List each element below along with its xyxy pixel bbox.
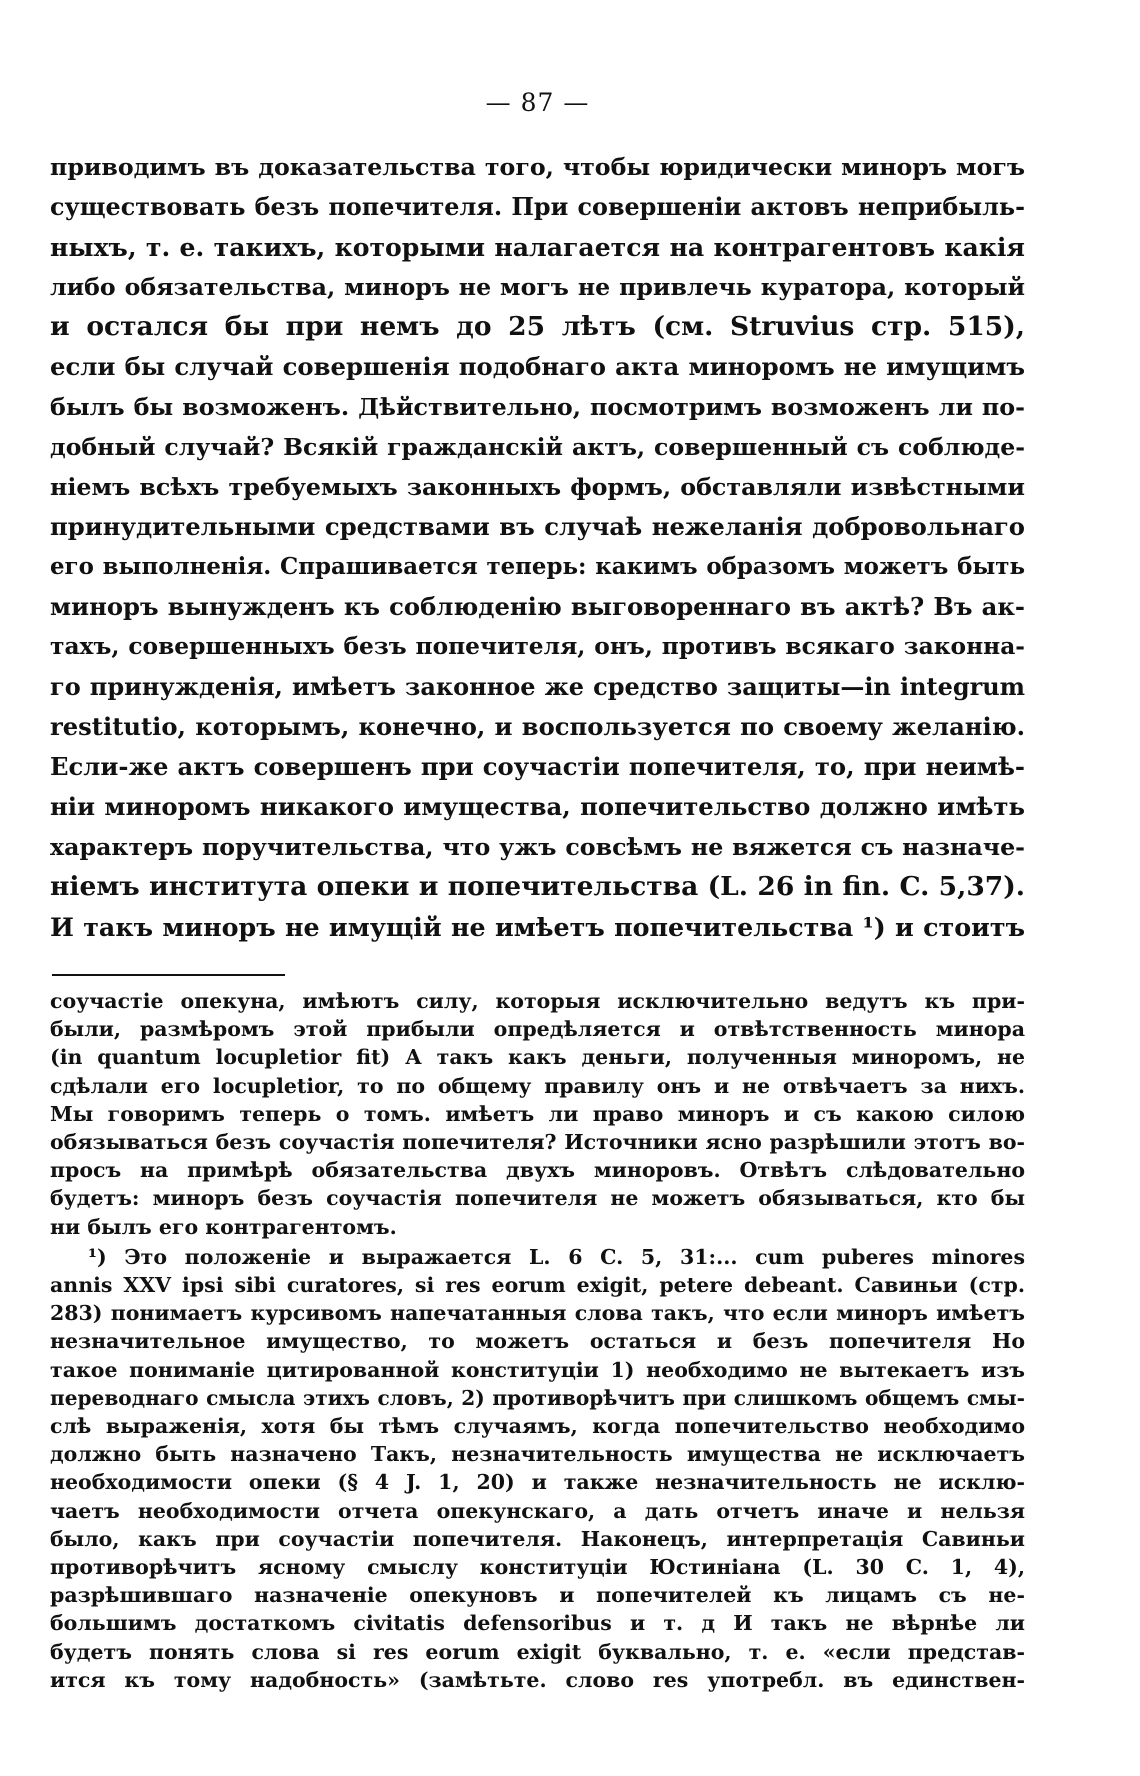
main-body-text — [50, 147, 1025, 947]
footnote-line: противорѣчитъ ясному смыслу конституціи Юстиніана (L. 30 C. 1, 4), — [50, 1555, 1025, 1580]
body-line: миноръ вынужденъ къ соблюденію выговореннаго въ актѣ? Въ ак- — [50, 592, 1025, 621]
body-line: если бы случай совершенія подобнаго акта миноромъ не имущимъ — [50, 352, 1025, 381]
footnote-line: было, какъ при соучастіи попечителя. Наконецъ, интерпретація Савиньи — [50, 1526, 1025, 1551]
footnote-line: необходимости опеки (§ 4 J. 1, 20) и также незначительность не исклю- — [50, 1470, 1025, 1495]
body-line: тахъ, совершенныхъ безъ попечителя, онъ, противъ всякаго законна- — [50, 633, 1025, 660]
body-line: Если-же актъ совершенъ при соучастіи попечителя, то, при неимѣ- — [50, 752, 1025, 781]
body-line: принудительными средствами въ случаѣ нежеланія добровольнаго — [50, 512, 1025, 541]
footnote-line: соучастіе опекуна, имѣютъ силу, которыя исключительно ведутъ къ при- — [50, 989, 1025, 1013]
footnote-line: слѣ выраженія, хотя бы тѣмъ случаямъ, когда попечительство необходимо — [50, 1414, 1025, 1439]
footnote-line: annis XXV ipsi sibi curatores, si res eorum exigit, petere debeant. Савиньи (стр. — [50, 1273, 1025, 1298]
body-line: былъ бы возможенъ. Дѣйствительно, посмотримъ возможенъ ли по- — [50, 393, 1025, 421]
body-line: его выполненія. Спрашивается теперь: какимъ образомъ можетъ быть — [50, 554, 1025, 580]
footnote-line: были, размѣромъ этой прибыли опредѣляется и отвѣтственность минора — [50, 1017, 1025, 1042]
footnote-line: разрѣшившаго назначеніе опекуновъ и попечителей къ лицамъ съ не- — [50, 1583, 1025, 1608]
body-line: приводимъ въ доказательства того, чтобы юридически миноръ могъ — [50, 153, 1025, 181]
footnote-divider — [52, 974, 285, 976]
footnote-line: будетъ понять слова si res eorum exigit буквально, т. е. «если представ- — [50, 1639, 1025, 1664]
body-line: либо обязательства, миноръ не могъ не привлечь куратора, который — [50, 273, 1025, 301]
body-line: restitutio, которымъ, конечно, и воспользуется по своему желанію. — [50, 712, 1025, 741]
footnote-line: обязываться безъ соучастія попечителя? Источники ясно разрѣшили этотъ во- — [50, 1130, 1025, 1155]
body-line: характеръ поручительства, что ужъ совсѣмъ не вяжется съ назначе- — [50, 833, 1025, 861]
footnote-line: такое пониманіе цитированной конституціи 1) необходимо не вытекаетъ изъ — [50, 1357, 1025, 1382]
footnote-line: ¹) Это положеніе и выражается L. 6 C. 5, 31:... cum puberes minores — [88, 1244, 1025, 1269]
footnote-line: должно быть назначено Такъ, незначительность имущества не исключаетъ — [50, 1442, 1025, 1467]
page-number: — 87 — — [485, 88, 590, 117]
body-line: И такъ миноръ не имущій не имѣетъ попечительства ¹) и стоитъ — [50, 912, 1025, 942]
footnote-line: переводнаго смысла этихъ словъ, 2) противорѣчитъ при слишкомъ общемъ смы- — [50, 1385, 1025, 1410]
footnote-line: просъ на примѣрѣ обязательства двухъ миноровъ. Отвѣтъ слѣдовательно — [50, 1158, 1025, 1183]
document-page — [50, 0, 1025, 1776]
footnote-line: сдѣлали его locupletior, то по общему правилу онъ и не отвѣчаетъ за нихъ. — [50, 1073, 1025, 1098]
body-line: добный случай? Всякій гражданскій актъ, совершенный съ соблюде- — [50, 433, 1025, 461]
footnote-line: Мы говоримъ теперь о томъ. имѣетъ ли право миноръ и съ какою силою — [50, 1101, 1025, 1126]
body-line: ніемъ института опеки и попечительства (L. 26 in fin. C. 5,37). — [50, 871, 1025, 902]
footnote-line: (in quantum locupletior fit) А такъ какъ деньги, полученныя миноромъ, не — [50, 1045, 1025, 1070]
footnote-line: ится къ тому надобность» (замѣтьте. слово res употребл. въ единствен- — [50, 1667, 1025, 1692]
body-line: го принужденія, имѣетъ законное же средство защиты—in integrum — [50, 672, 1025, 701]
footnote-line: незначительное имущество, то можетъ остаться и безъ попечителя Но — [50, 1329, 1025, 1354]
body-line: и остался бы при немъ до 25 лѣтъ (см. Struvius стр. 515), — [50, 311, 1025, 342]
footnote-line: ни былъ его контрагентомъ. — [50, 1214, 397, 1239]
footnote-1 — [50, 1243, 1025, 1694]
body-line: ніи миноромъ никакого имущества, попечительство должно имѣть — [50, 792, 1025, 821]
footnotes — [50, 987, 1025, 1694]
footnote-line: чаетъ необходимости отчета опекунскаго, а дать отчетъ иначе и нельзя — [50, 1498, 1025, 1523]
footnote-continuation — [50, 987, 1025, 1241]
body-line: ніемъ всѣхъ требуемыхъ законныхъ формъ, обставляли извѣстными — [50, 473, 1025, 501]
footnote-line: 283) понимаетъ курсивомъ напечатанныя слова такъ, что если миноръ имѣетъ — [50, 1301, 1025, 1326]
footnote-line: будетъ: миноръ безъ соучастія попечителя не можетъ обязываться, кто бы — [50, 1186, 1025, 1211]
footnote-line: большимъ достаткомъ civitatis defensoribus и т. д И такъ не вѣрнѣе ли — [50, 1611, 1025, 1636]
body-line: ныхъ, т. е. такихъ, которыми налагается на контрагентовъ какія — [50, 232, 1025, 262]
body-line: существовать безъ попечителя. При совершеніи актовъ неприбыль- — [50, 193, 1025, 221]
